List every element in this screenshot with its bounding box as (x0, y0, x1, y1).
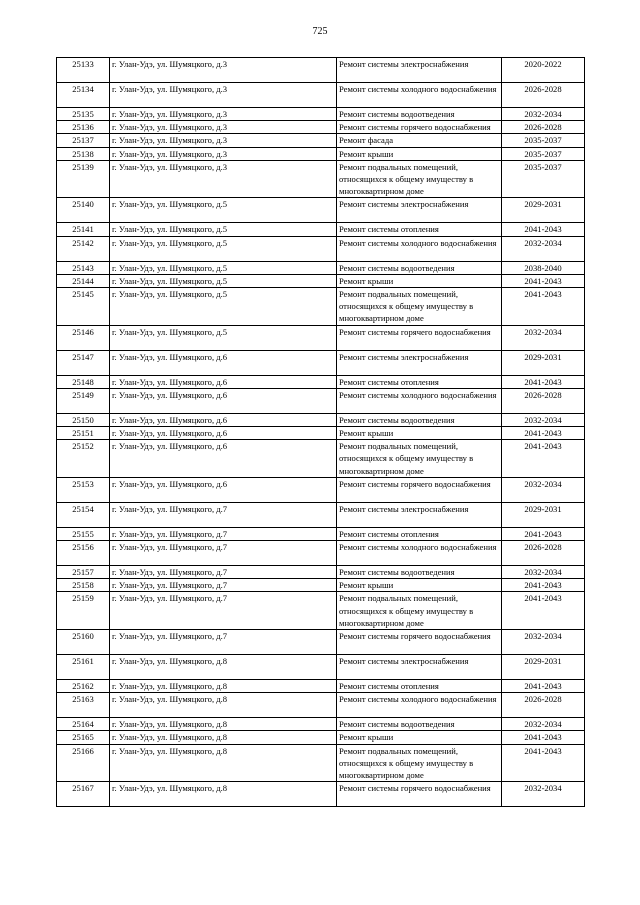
table-row (57, 541, 585, 566)
row-work: Ремонт системы холодного водоснабжения (337, 236, 502, 261)
row-period: 2035-2037 (502, 147, 585, 160)
row-id: 25157 (57, 566, 110, 579)
row-id: 25163 (57, 693, 110, 718)
row-id: 25139 (57, 160, 110, 198)
row-work: Ремонт подвальных помещений, относящихся к общему имуществу в многоквартирном доме (337, 288, 502, 326)
row-period: 2035-2037 (502, 134, 585, 147)
row-work: Ремонт системы электроснабжения (337, 502, 502, 527)
repair-schedule-table (56, 57, 585, 807)
row-address: г. Улан-Удэ, ул. Шумяцкого, д.5 (110, 261, 337, 274)
row-id: 25161 (57, 655, 110, 680)
row-work: Ремонт системы горячего водоснабжения (337, 630, 502, 655)
row-period: 2026-2028 (502, 388, 585, 413)
row-address: г. Улан-Удэ, ул. Шумяцкого, д.5 (110, 223, 337, 236)
row-address: г. Улан-Удэ, ул. Шумяцкого, д.3 (110, 121, 337, 134)
row-work: Ремонт системы горячего водоснабжения (337, 782, 502, 807)
row-work: Ремонт фасада (337, 134, 502, 147)
row-address: г. Улан-Удэ, ул. Шумяцкого, д.6 (110, 350, 337, 375)
row-work: Ремонт системы отопления (337, 375, 502, 388)
row-work: Ремонт системы горячего водоснабжения (337, 121, 502, 134)
row-id: 25166 (57, 744, 110, 782)
row-work: Ремонт крыши (337, 731, 502, 744)
row-work: Ремонт системы электроснабжения (337, 350, 502, 375)
row-address: г. Улан-Удэ, ул. Шумяцкого, д.5 (110, 236, 337, 261)
row-work: Ремонт подвальных помещений, относящихся к общему имуществу в многоквартирном доме (337, 160, 502, 198)
row-period: 2029-2031 (502, 502, 585, 527)
row-period: 2041-2043 (502, 527, 585, 540)
row-address: г. Улан-Удэ, ул. Шумяцкого, д.8 (110, 718, 337, 731)
row-address: г. Улан-Удэ, ул. Шумяцкого, д.3 (110, 147, 337, 160)
row-address: г. Улан-Удэ, ул. Шумяцкого, д.7 (110, 527, 337, 540)
row-work: Ремонт системы горячего водоснабжения (337, 325, 502, 350)
table-row (57, 782, 585, 807)
row-id: 25147 (57, 350, 110, 375)
row-address: г. Улан-Удэ, ул. Шумяцкого, д.8 (110, 782, 337, 807)
page-number: 725 (312, 26, 328, 37)
row-work: Ремонт системы водоотведения (337, 718, 502, 731)
row-period: 2041-2043 (502, 592, 585, 630)
row-period: 2038-2040 (502, 261, 585, 274)
row-period: 2032-2034 (502, 782, 585, 807)
row-id: 25133 (57, 58, 110, 83)
row-period: 2032-2034 (502, 413, 585, 426)
row-address: г. Улан-Удэ, ул. Шумяцкого, д.6 (110, 427, 337, 440)
row-work: Ремонт системы водоотведения (337, 566, 502, 579)
row-address: г. Улан-Удэ, ул. Шумяцкого, д.5 (110, 325, 337, 350)
row-period: 2041-2043 (502, 731, 585, 744)
row-address: г. Улан-Удэ, ул. Шумяцкого, д.8 (110, 731, 337, 744)
row-period: 2041-2043 (502, 427, 585, 440)
row-id: 25138 (57, 147, 110, 160)
row-period: 2029-2031 (502, 350, 585, 375)
row-id: 25149 (57, 388, 110, 413)
table-row (57, 413, 585, 426)
table-row (57, 121, 585, 134)
row-period: 2029-2031 (502, 198, 585, 223)
row-work: Ремонт системы отопления (337, 680, 502, 693)
row-period: 2029-2031 (502, 655, 585, 680)
row-work: Ремонт подвальных помещений, относящихся к общему имуществу в многоквартирном доме (337, 440, 502, 478)
row-id: 25136 (57, 121, 110, 134)
row-work: Ремонт крыши (337, 147, 502, 160)
row-period: 2041-2043 (502, 288, 585, 326)
row-address: г. Улан-Удэ, ул. Шумяцкого, д.5 (110, 198, 337, 223)
table-row (57, 58, 585, 83)
row-id: 25151 (57, 427, 110, 440)
row-id: 25150 (57, 413, 110, 426)
row-id: 25137 (57, 134, 110, 147)
row-address: г. Улан-Удэ, ул. Шумяцкого, д.6 (110, 375, 337, 388)
row-address: г. Улан-Удэ, ул. Шумяцкого, д.7 (110, 502, 337, 527)
table-row (57, 108, 585, 121)
row-work: Ремонт подвальных помещений, относящихся к общему имуществу в многоквартирном доме (337, 592, 502, 630)
row-work: Ремонт крыши (337, 274, 502, 287)
row-id: 25158 (57, 579, 110, 592)
table-row (57, 375, 585, 388)
row-address: г. Улан-Удэ, ул. Шумяцкого, д.5 (110, 274, 337, 287)
row-address: г. Улан-Удэ, ул. Шумяцкого, д.7 (110, 579, 337, 592)
table-row (57, 718, 585, 731)
row-id: 25164 (57, 718, 110, 731)
table-row (57, 198, 585, 223)
row-address: г. Улан-Удэ, ул. Шумяцкого, д.6 (110, 388, 337, 413)
table-row (57, 160, 585, 198)
row-period: 2041-2043 (502, 274, 585, 287)
row-work: Ремонт крыши (337, 427, 502, 440)
table-row (57, 274, 585, 287)
table-row (57, 83, 585, 108)
row-id: 25140 (57, 198, 110, 223)
table-row (57, 693, 585, 718)
row-work: Ремонт системы холодного водоснабжения (337, 693, 502, 718)
table-row (57, 502, 585, 527)
row-address: г. Улан-Удэ, ул. Шумяцкого, д.6 (110, 440, 337, 478)
row-id: 25134 (57, 83, 110, 108)
row-id: 25156 (57, 541, 110, 566)
table-row (57, 325, 585, 350)
row-period: 2041-2043 (502, 375, 585, 388)
table-row (57, 350, 585, 375)
row-id: 25152 (57, 440, 110, 478)
table-row (57, 261, 585, 274)
table-row (57, 744, 585, 782)
row-address: г. Улан-Удэ, ул. Шумяцкого, д.8 (110, 655, 337, 680)
row-address: г. Улан-Удэ, ул. Шумяцкого, д.8 (110, 680, 337, 693)
table-row (57, 388, 585, 413)
table-row (57, 288, 585, 326)
row-id: 25148 (57, 375, 110, 388)
row-period: 2026-2028 (502, 541, 585, 566)
row-address: г. Улан-Удэ, ул. Шумяцкого, д.8 (110, 693, 337, 718)
row-id: 25160 (57, 630, 110, 655)
row-id: 25141 (57, 223, 110, 236)
row-address: г. Улан-Удэ, ул. Шумяцкого, д.7 (110, 630, 337, 655)
row-period: 2032-2034 (502, 630, 585, 655)
row-id: 25165 (57, 731, 110, 744)
row-period: 2041-2043 (502, 680, 585, 693)
table-row (57, 731, 585, 744)
row-work: Ремонт системы отопления (337, 223, 502, 236)
table-row (57, 427, 585, 440)
row-address: г. Улан-Удэ, ул. Шумяцкого, д.3 (110, 83, 337, 108)
row-period: 2026-2028 (502, 121, 585, 134)
row-address: г. Улан-Удэ, ул. Шумяцкого, д.3 (110, 134, 337, 147)
row-period: 2032-2034 (502, 108, 585, 121)
row-work: Ремонт системы электроснабжения (337, 655, 502, 680)
row-address: г. Улан-Удэ, ул. Шумяцкого, д.6 (110, 413, 337, 426)
row-period: 2032-2034 (502, 325, 585, 350)
row-address: г. Улан-Удэ, ул. Шумяцкого, д.7 (110, 566, 337, 579)
table-row (57, 527, 585, 540)
row-work: Ремонт подвальных помещений, относящихся к общему имуществу в многоквартирном доме (337, 744, 502, 782)
row-work: Ремонт системы электроснабжения (337, 58, 502, 83)
row-work: Ремонт системы отопления (337, 527, 502, 540)
table-row (57, 655, 585, 680)
table-row (57, 477, 585, 502)
row-period: 2035-2037 (502, 160, 585, 198)
row-address: г. Улан-Удэ, ул. Шумяцкого, д.8 (110, 744, 337, 782)
row-id: 25154 (57, 502, 110, 527)
row-work: Ремонт системы горячего водоснабжения (337, 477, 502, 502)
table-row (57, 566, 585, 579)
row-id: 25135 (57, 108, 110, 121)
row-address: г. Улан-Удэ, ул. Шумяцкого, д.5 (110, 288, 337, 326)
row-period: 2032-2034 (502, 718, 585, 731)
row-address: г. Улан-Удэ, ул. Шумяцкого, д.3 (110, 58, 337, 83)
row-period: 2020-2022 (502, 58, 585, 83)
row-work: Ремонт системы холодного водоснабжения (337, 83, 502, 108)
row-period: 2041-2043 (502, 579, 585, 592)
table-row (57, 147, 585, 160)
row-address: г. Улан-Удэ, ул. Шумяцкого, д.7 (110, 592, 337, 630)
row-period: 2026-2028 (502, 693, 585, 718)
row-period: 2032-2034 (502, 566, 585, 579)
row-id: 25159 (57, 592, 110, 630)
table-body (57, 58, 585, 807)
row-period: 2041-2043 (502, 744, 585, 782)
row-period: 2026-2028 (502, 83, 585, 108)
row-period: 2041-2043 (502, 440, 585, 478)
row-period: 2041-2043 (502, 223, 585, 236)
row-address: г. Улан-Удэ, ул. Шумяцкого, д.7 (110, 541, 337, 566)
table-row (57, 440, 585, 478)
row-work: Ремонт крыши (337, 579, 502, 592)
table-row (57, 630, 585, 655)
row-work: Ремонт системы водоотведения (337, 413, 502, 426)
row-address: г. Улан-Удэ, ул. Шумяцкого, д.3 (110, 160, 337, 198)
table-row (57, 579, 585, 592)
row-id: 25153 (57, 477, 110, 502)
row-work: Ремонт системы водоотведения (337, 261, 502, 274)
row-work: Ремонт системы холодного водоснабжения (337, 388, 502, 413)
table-row (57, 223, 585, 236)
table-row (57, 134, 585, 147)
row-work: Ремонт системы холодного водоснабжения (337, 541, 502, 566)
row-id: 25162 (57, 680, 110, 693)
row-id: 25143 (57, 261, 110, 274)
row-id: 25142 (57, 236, 110, 261)
table-row (57, 236, 585, 261)
row-id: 25146 (57, 325, 110, 350)
row-work: Ремонт системы электроснабжения (337, 198, 502, 223)
table-row (57, 592, 585, 630)
row-period: 2032-2034 (502, 236, 585, 261)
row-id: 25167 (57, 782, 110, 807)
row-period: 2032-2034 (502, 477, 585, 502)
row-id: 25155 (57, 527, 110, 540)
table-row (57, 680, 585, 693)
row-id: 25144 (57, 274, 110, 287)
row-address: г. Улан-Удэ, ул. Шумяцкого, д.6 (110, 477, 337, 502)
row-address: г. Улан-Удэ, ул. Шумяцкого, д.3 (110, 108, 337, 121)
row-id: 25145 (57, 288, 110, 326)
row-work: Ремонт системы водоотведения (337, 108, 502, 121)
